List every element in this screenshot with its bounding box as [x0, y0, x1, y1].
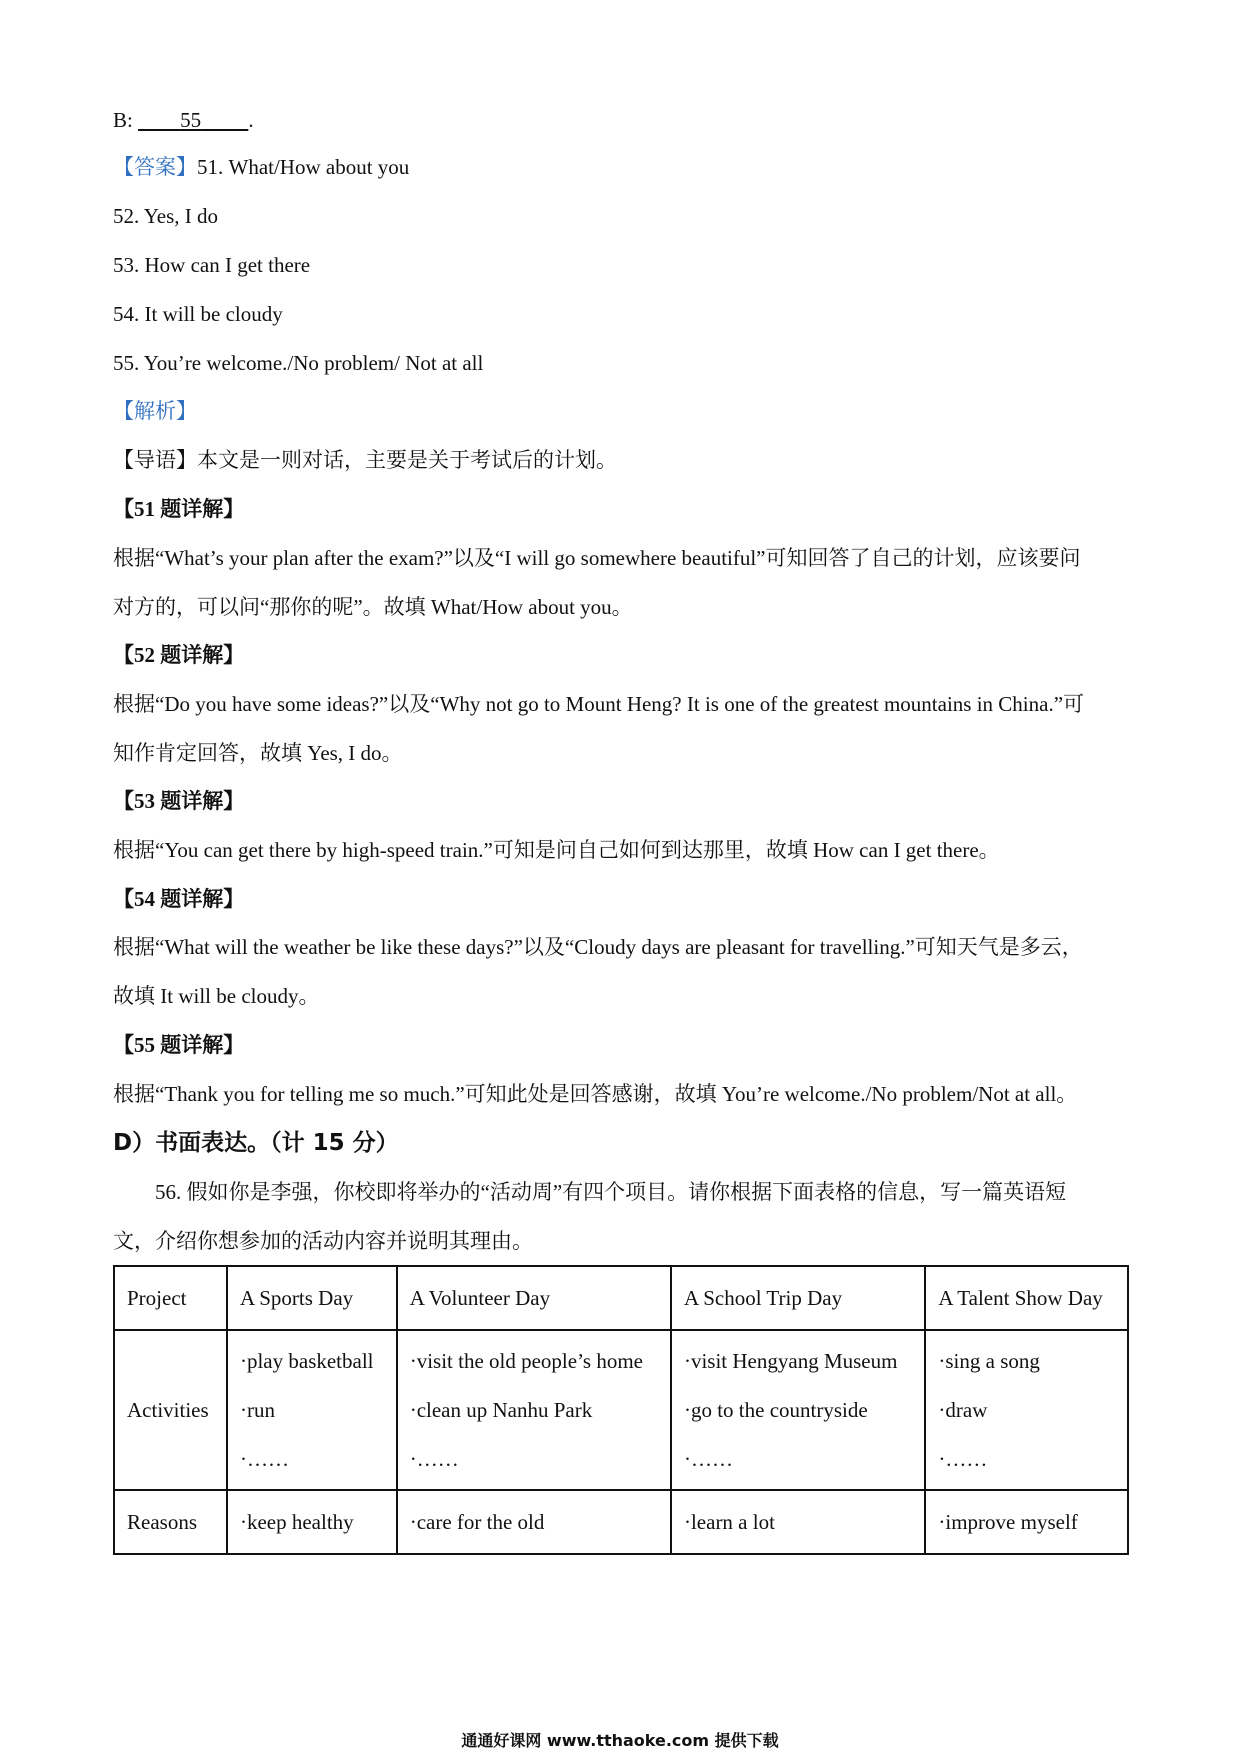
activity-item: ·…… — [938, 1446, 988, 1471]
table-row — [114, 1266, 1128, 1330]
detail-heading-53: 【53 题详解】 — [113, 789, 245, 813]
activities-cell — [397, 1330, 671, 1490]
row-label-activities: Activities — [114, 1330, 227, 1490]
activities-cell — [925, 1330, 1128, 1490]
answer-item: 54. It will be cloudy — [113, 302, 283, 326]
activity-item: ·…… — [409, 1446, 459, 1471]
detail-line: 根据“What will the weather be like these days?”以及“Cloudy days are pleasant for travelling.”可知天气是多云， — [113, 935, 1083, 959]
analysis-label: 【解析】 — [113, 399, 197, 423]
detail-line: 根据“Thank you for telling me so much.”可知此处是回答感谢，故填 You’re welcome./No problem/Not at all。 — [113, 1082, 1078, 1106]
answer-item: 52. Yes, I do — [113, 204, 219, 228]
detail-line: 对方的，可以问“那你的呢”。故填 What/How about you。 — [113, 595, 633, 619]
table-row — [114, 1490, 1128, 1554]
activities-cell — [671, 1330, 925, 1490]
detail-heading-55: 【55 题详解】 — [113, 1033, 245, 1057]
activity-item: ·clean up Nanhu Park — [409, 1397, 593, 1422]
detail-line: 根据“What’s your plan after the exam?”以及“I will go somewhere beautiful”可知回答了自己的计划，应该要问 — [113, 546, 1081, 570]
detail-line: 知作肯定回答，故填 Yes, I do。 — [113, 741, 403, 765]
activity-item: ·…… — [239, 1446, 289, 1471]
page-footer: 通通好课网 www.tthaoke.com 提供下载 — [461, 1731, 779, 1750]
row-label-project: Project — [114, 1266, 227, 1330]
reason-cell: ·improve myself — [925, 1490, 1128, 1554]
analysis-intro: 【导语】本文是一则对话，主要是关于考试后的计划。 — [113, 448, 617, 472]
activity-item: ·go to the countryside — [683, 1397, 868, 1422]
dialogue-line-b: B: 55 . — [113, 108, 254, 132]
activity-item: ·play basketball — [239, 1348, 374, 1373]
detail-line: 根据“You can get there by high-speed train.”可知是问自己如何到达那里，故填 How can I get there。 — [113, 838, 1000, 862]
activity-item: ·visit Hengyang Museum — [683, 1348, 898, 1373]
activity-item: ·sing a song — [938, 1348, 1040, 1373]
column-header: A Talent Show Day — [925, 1266, 1128, 1330]
activities-cell — [227, 1330, 397, 1490]
answer-label: 【答案】 — [113, 155, 197, 179]
answer-item: 51. What/How about you — [197, 155, 410, 179]
table-row — [114, 1330, 1128, 1490]
detail-line: 根据“Do you have some ideas?”以及“Why not go to Mount Heng? It is one of the greatest mountains in China.”可 — [113, 692, 1085, 716]
detail-heading-51: 【51 题详解】 — [113, 497, 245, 521]
answer-item: 53. How can I get there — [113, 253, 311, 277]
answer-line-51 — [113, 152, 409, 182]
section-d-title: D）书面表达。（计 15 分） — [113, 1130, 399, 1156]
writing-prompt-line: 56. 假如你是李强，你校即将举办的“活动周”有四个项目。请你根据下面表格的信息，写一篇英语短 — [155, 1180, 1067, 1204]
activity-item: ·…… — [683, 1446, 733, 1471]
detail-line: 故填 It will be cloudy。 — [113, 984, 320, 1008]
writing-prompt-line: 文，介绍你想参加的活动内容并说明其理由。 — [113, 1229, 533, 1253]
activity-item: ·visit the old people’s home — [409, 1348, 643, 1373]
reason-cell: ·learn a lot — [671, 1490, 925, 1554]
detail-heading-52: 【52 题详解】 — [113, 643, 245, 667]
detail-heading-54: 【54 题详解】 — [113, 887, 245, 911]
column-header: A Sports Day — [227, 1266, 397, 1330]
answer-item: 55. You’re welcome./No problem/ Not at all — [113, 351, 484, 375]
row-label-reasons: Reasons — [114, 1490, 227, 1554]
activity-item: ·draw — [938, 1397, 988, 1422]
answer-blank: 55 — [180, 108, 202, 132]
speaker-label: B: — [113, 108, 133, 132]
column-header: A Volunteer Day — [397, 1266, 671, 1330]
reason-cell: ·keep healthy — [227, 1490, 397, 1554]
activity-item: ·run — [239, 1397, 275, 1422]
activity-week-table — [113, 1265, 1129, 1555]
reason-cell: ·care for the old — [397, 1490, 671, 1554]
column-header: A School Trip Day — [671, 1266, 925, 1330]
